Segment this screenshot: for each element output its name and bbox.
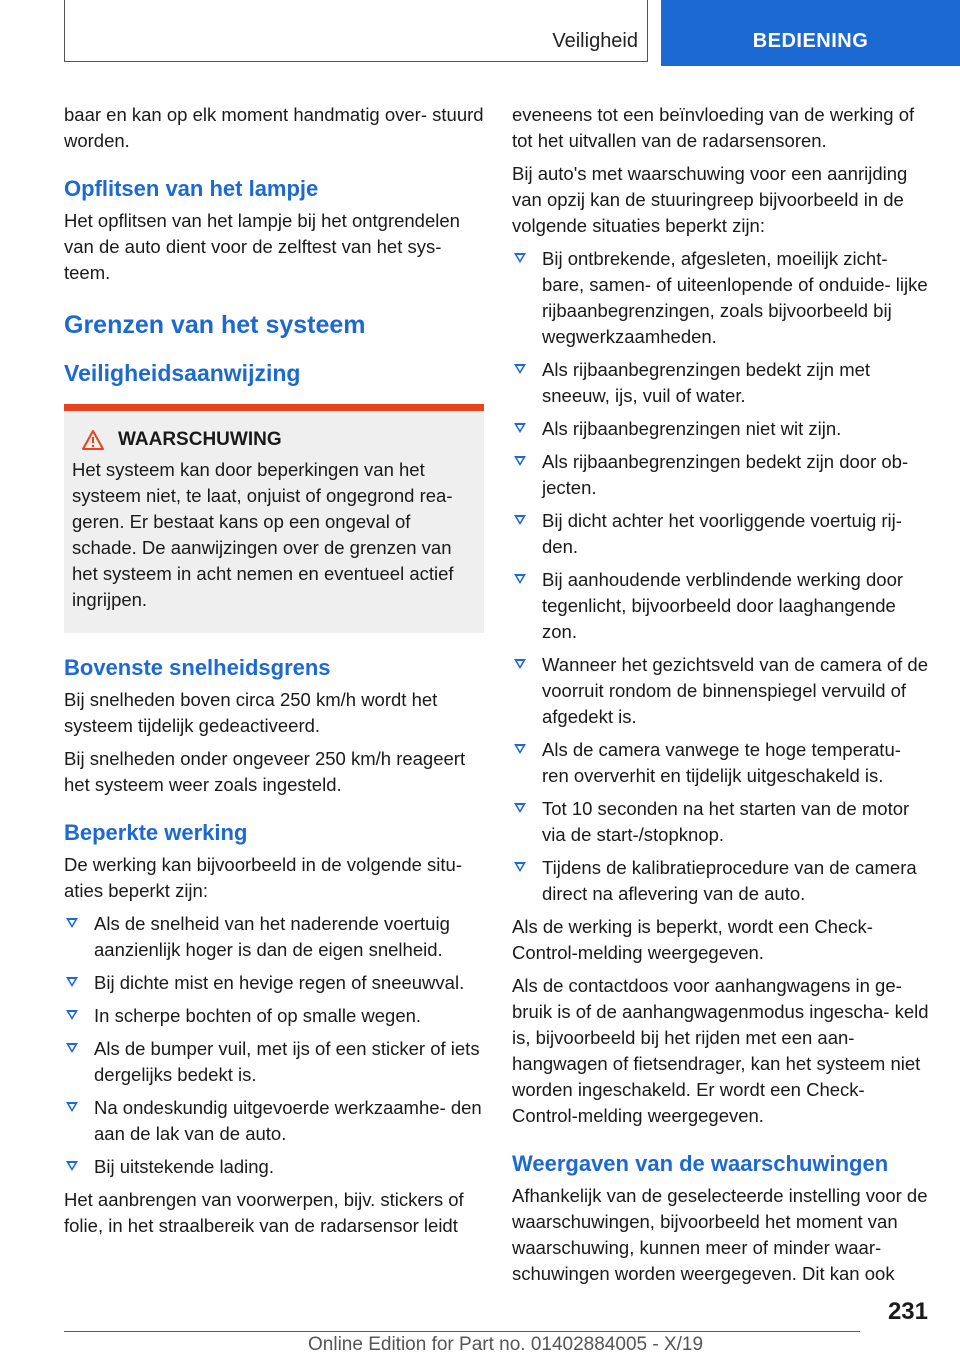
heading-system-limits: Grenzen van het systeem [64,311,366,339]
display-paragraph: Afhankelijk van de geselecteerde instelling voor de waarschuwingen, bijvoorbeeld het moment van waarschuwing, kunnen meer of minder waar- schuwingen worden weergegeven. Dit kan ook [512,1185,928,1284]
list-item [512,737,932,789]
list-item [64,1036,484,1088]
triangle-bullet-icon [514,515,526,525]
intro-paragraph: baar en kan op elk moment handmatig over- stuurd worden. [64,104,484,151]
flash-paragraph: Het opflitsen van het lampje bij het ontgrendelen van de auto dient voor de zelftest van het sys- teem. [64,210,460,283]
list-item-text: Bij dicht achter het voorliggende voertuig rij- den. [542,510,902,557]
list-item-text: Als de bumper vuil, met ijs of een sticker of iets dergelijks bedekt is. [94,1038,480,1085]
closing-paragraph: Het aanbrengen van voorwerpen, bijv. stickers of folie, in het straalbereik van de radarsensor leidt [64,1189,464,1236]
list-item-text: Tot 10 seconden na het starten van de motor via de start-/stopknop. [542,798,910,845]
list-item-text: Tijdens de kalibratieprocedure van de camera direct na aflevering van de auto. [542,857,917,904]
heading-safety-note: Veiligheidsaanwijzing [64,360,301,386]
list-item-text: Als rijbaanbegrenzingen bedekt zijn door ob- jecten. [542,451,909,498]
triangle-bullet-icon [66,977,78,987]
list-item-text: Na ondeskundig uitgevoerde werkzaamhe- den aan de lak van de auto. [94,1097,482,1144]
triangle-bullet-icon [66,1010,78,1020]
list-item [64,970,484,996]
list-item [512,246,932,350]
speed-paragraph-2: Bij snelheden onder ongeveer 250 km/h reageert het systeem weer zoals ingesteld. [64,748,466,795]
list-item [512,567,932,645]
left-column [64,102,484,1246]
limited-list [64,911,484,1180]
speed-paragraph-1: Bij snelheden boven circa 250 km/h wordt het systeem tijdelijk gedeactiveerd. [64,689,438,736]
list-item [512,357,932,409]
check-control-paragraph: Als de werking is beperkt, wordt een Check- Control-melding weergegeven. [512,916,873,963]
triangle-bullet-icon [514,423,526,433]
heading-limited-function: Beperkte werking [64,820,248,845]
triangle-bullet-icon [514,803,526,813]
trailer-paragraph: Als de contactdoos voor aanhangwagens in ge- bruik is of de aanhangwagenmodus ingescha- keld is, bijvoorbeeld bij het rijden met een aan- hangwagen of fietsendrager, kan het systeem niet worden ingeschakeld. Er wordt een Check- Control-melding weergegeven. [512,975,929,1126]
list-item-text: Bij ontbrekende, afgesleten, moeilijk zicht- bare, samen- of uiteenlopende of onduide- lijke rijbaanbegrenzingen, zoals bijvoorbeeld bij wegwerkzaamheden. [542,248,928,347]
limited-paragraph: De werking kan bijvoorbeeld in de volgende situ- aties beperkt zijn: [64,854,462,901]
page-number: 231 [887,1298,928,1325]
right-column [512,102,932,1294]
list-item [64,1154,484,1180]
list-item [512,508,932,560]
triangle-bullet-icon [514,364,526,374]
footer-divider [64,1331,860,1332]
warning-triangle-icon [82,430,104,450]
list-item-text: Wanneer het gezichtsveld van de camera of de voorruit rondom de binnenspiegel vervuild of afgedekt is. [542,654,928,727]
footer-edition: Online Edition for Part no. 01402884005 - X/19 [308,1334,704,1355]
steering-list [512,246,932,907]
header-chapter-tab[interactable]: BEDIENING [661,0,960,66]
heading-speed-limit: Bovenste snelheidsgrens [64,655,331,680]
continuation-paragraph: eveneens tot een beïnvloeding van de werking of tot het uitvallen van de radarsensoren. [512,104,915,151]
list-item-text: Als de snelheid van het naderende voertuig aanzienlijk hoger is dan de eigen snelheid. [94,913,450,960]
heading-flash: Opflitsen van het lampje [64,176,319,201]
list-item [64,911,484,963]
warning-box [64,404,484,633]
list-item [64,1003,484,1029]
list-item-text: Bij uitstekende lading. [94,1156,274,1177]
list-item [512,449,932,501]
heading-warning-display: Weergaven van de waarschuwingen [512,1151,889,1176]
list-item [512,796,932,848]
list-item-text: Als rijbaanbegrenzingen bedekt zijn met sneeuw, ijs, vuil of water. [542,359,871,406]
header-section-title: Veiligheid [552,30,638,52]
list-item-text: Bij aanhoudende verblindende werking door tegenlicht, bijvoorbeeld door laaghangende zon. [542,569,904,642]
list-item [512,855,932,907]
list-item [512,416,932,442]
triangle-bullet-icon [514,253,526,263]
warning-label: WAARSCHUWING [118,429,282,450]
warning-text: Het systeem kan door beperkingen van het systeem niet, te laat, onjuist of ongegrond rea- geren. Er bestaat kans op een ongeval of schade. De aanwijzingen over de grenzen van het systeem in acht nemen en eventueel actief ingrijpen. [72,459,454,610]
list-item-text: In scherpe bochten of op smalle wegen. [94,1005,422,1026]
list-item-text: Bij dichte mist en hevige regen of sneeuwval. [94,972,465,993]
list-item-text: Als rijbaanbegrenzingen niet wit zijn. [542,418,842,439]
list-item [512,652,932,730]
triangle-bullet-icon [514,659,526,669]
list-item [64,1095,484,1147]
warning-title [72,427,474,453]
triangle-bullet-icon [66,918,78,928]
triangle-bullet-icon [514,744,526,754]
triangle-bullet-icon [66,1043,78,1053]
triangle-bullet-icon [514,456,526,466]
triangle-bullet-icon [514,574,526,584]
list-item-text: Als de camera vanwege te hoge temperatu- ren oververhit en tijdelijk uitgeschakeld is. [542,739,901,786]
triangle-bullet-icon [514,862,526,872]
triangle-bullet-icon [66,1102,78,1112]
steering-paragraph: Bij auto's met waarschuwing voor een aanrijding van opzij kan de stuuringreep bijvoorbeeld in de volgende situaties beperkt zijn: [512,163,908,236]
triangle-bullet-icon [66,1161,78,1171]
